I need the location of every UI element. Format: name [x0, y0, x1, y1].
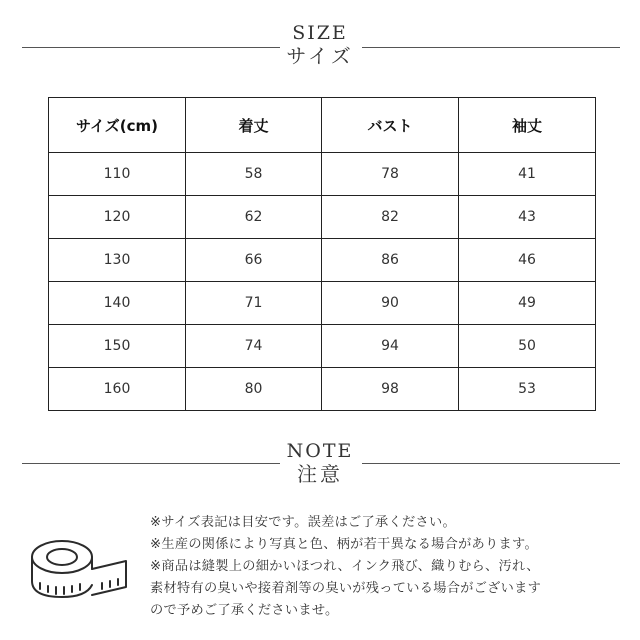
size-rule-right — [362, 47, 620, 48]
cell-sleeve: 50 — [459, 325, 596, 368]
note-line: ので予めご了承くださいませ。 — [150, 603, 339, 618]
note-title-en: NOTE — [286, 440, 354, 462]
table-row — [49, 239, 596, 282]
table-row — [49, 325, 596, 368]
measuring-tape-icon — [22, 525, 132, 605]
size-table-header-row — [49, 98, 596, 153]
cell-length: 74 — [186, 325, 322, 368]
note-line: ※商品は縫製上の細かいほつれ、インク飛び、織りむら、汚れ、 — [150, 559, 540, 574]
table-row — [49, 368, 596, 411]
note-title-ja: 注意 — [297, 462, 343, 486]
cell-bust: 86 — [322, 239, 459, 282]
size-table — [48, 97, 596, 411]
cell-length: 58 — [186, 153, 322, 196]
cell-bust: 94 — [322, 325, 459, 368]
table-row — [49, 196, 596, 239]
cell-size: 130 — [49, 239, 186, 282]
cell-size: 160 — [49, 368, 186, 411]
notes-text — [150, 512, 630, 622]
size-title-ja: サイズ — [286, 44, 354, 68]
size-title-en: SIZE — [292, 22, 348, 44]
cell-sleeve: 43 — [459, 196, 596, 239]
table-row — [49, 282, 596, 325]
cell-sleeve: 49 — [459, 282, 596, 325]
header-length: 着丈 — [186, 98, 322, 153]
note-line: ※生産の関係により写真と色、柄が若干異なる場合があります。 — [150, 537, 538, 552]
cell-size: 140 — [49, 282, 186, 325]
cell-size: 110 — [49, 153, 186, 196]
cell-length: 62 — [186, 196, 322, 239]
size-rule-left — [22, 47, 280, 48]
cell-size: 120 — [49, 196, 186, 239]
cell-bust: 98 — [322, 368, 459, 411]
note-line: 素材特有の臭いや接着剤等の臭いが残っている場合がございます — [150, 581, 542, 596]
note-rule-left — [22, 463, 280, 464]
cell-bust: 82 — [322, 196, 459, 239]
cell-length: 80 — [186, 368, 322, 411]
cell-bust: 78 — [322, 153, 459, 196]
header-sleeve: 袖丈 — [459, 98, 596, 153]
cell-length: 66 — [186, 239, 322, 282]
cell-size: 150 — [49, 325, 186, 368]
table-row — [49, 153, 596, 196]
cell-sleeve: 53 — [459, 368, 596, 411]
cell-bust: 90 — [322, 282, 459, 325]
cell-length: 71 — [186, 282, 322, 325]
note-line: ※サイズ表記は目安です。誤差はご了承ください。 — [150, 515, 456, 530]
header-size: サイズ(cm) — [49, 98, 186, 153]
note-rule-right — [362, 463, 620, 464]
header-bust: バスト — [322, 98, 459, 153]
size-heading — [0, 22, 640, 68]
cell-sleeve: 41 — [459, 153, 596, 196]
cell-sleeve: 46 — [459, 239, 596, 282]
